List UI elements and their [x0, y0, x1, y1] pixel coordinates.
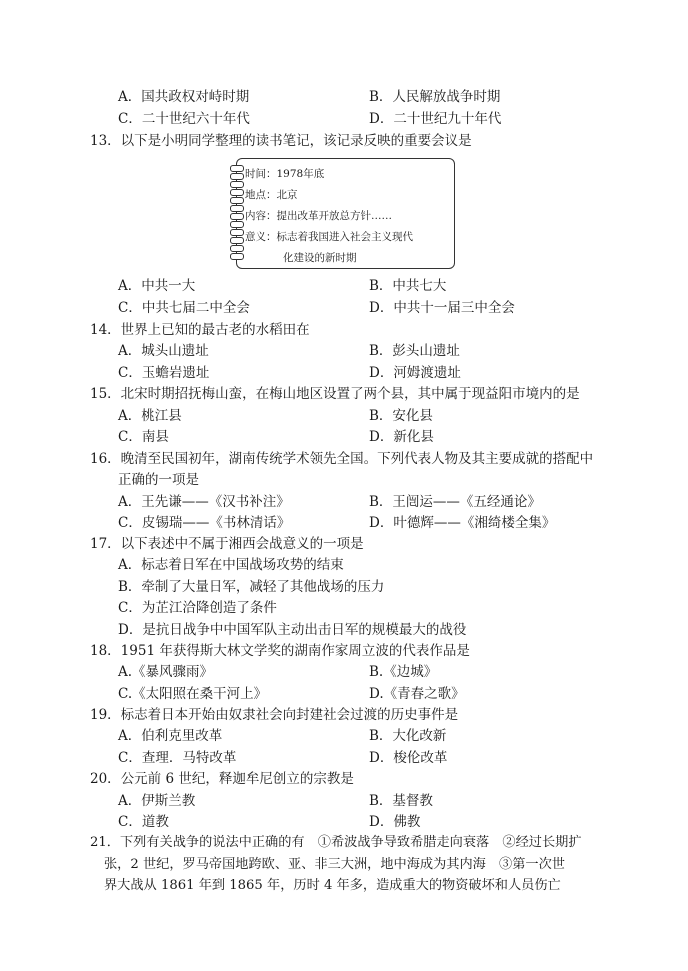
- q14-option-b: B．彭头山遗址: [369, 343, 460, 359]
- q16-stem: 16．晚清至民国初年，湖南传统学术领先全国。下列代表人物及其主要成就的搭配中: [90, 451, 594, 467]
- q15-stem: 15．北宋时期招抚梅山蛮，在梅山地区设置了两个县，其中属于现益阳市境内的是: [90, 386, 580, 402]
- note-content: 内容：提出改革开放总方针……: [245, 210, 392, 222]
- q15-option-c: C．南县: [118, 429, 169, 445]
- q13-option-a: A．中共一大: [118, 278, 196, 294]
- q20-option-a: A．伊斯兰教: [118, 793, 196, 809]
- q17-option-a: A．标志着日军在中国战场攻势的结束: [118, 557, 344, 573]
- q20-option-d: D．佛教: [369, 814, 421, 830]
- q15-option-d: D．新化县: [369, 429, 434, 445]
- q14-stem: 14．世界上已知的最古老的水稻田在: [90, 322, 310, 338]
- note-meaning: 意义：标志着我国进入社会主义现代: [245, 231, 413, 243]
- q12-option-d: D．二十世纪九十年代: [369, 111, 502, 127]
- q12-option-c: C．二十世纪六十年代: [118, 111, 250, 127]
- q13-stem: 13．以下是小明同学整理的读书笔记，该记录反映的重要会议是: [90, 133, 472, 149]
- q13-option-c: C．中共七届二中全会: [118, 300, 250, 316]
- q13-option-b: B．中共七大: [369, 278, 447, 294]
- q20-option-c: C．道教: [118, 814, 169, 830]
- q12-option-a: A．国共政权对峙时期: [118, 89, 250, 105]
- q21-stem-cont-1: 张，2 世纪，罗马帝国地跨欧、亚、非三大洲，地中海成为其内海 ③第一次世: [104, 857, 565, 872]
- q15-option-b: B．安化县: [369, 408, 433, 424]
- q19-option-d: D．梭伦改革: [369, 750, 448, 766]
- q14-option-d: D．河姆渡遗址: [369, 365, 461, 381]
- q15-option-a: A．桃江县: [118, 408, 182, 424]
- q18-option-d: D.《青春之歌》: [369, 686, 465, 702]
- note-place: 地点：北京: [245, 189, 298, 201]
- q18-option-c: C.《太阳照在桑干河上》: [118, 686, 268, 702]
- q17-option-c: C．为芷江洽降创造了条件: [118, 600, 277, 616]
- q19-stem: 19．标志着日本开始由奴隶社会向封建社会过渡的历史事件是: [90, 707, 459, 723]
- q20-option-b: B．基督教: [369, 793, 433, 809]
- q16-option-c: C．皮锡瑞——《书林清话》: [118, 515, 291, 531]
- q14-option-c: C．玉蟾岩遗址: [118, 365, 210, 381]
- q20-stem: 20．公元前 6 世纪，释迦牟尼创立的宗教是: [90, 771, 354, 787]
- q16-option-b: B．王闿运——《五经通论》: [369, 494, 541, 510]
- note-time: 时间：1978年底: [245, 168, 325, 180]
- q18-option-b: B.《边城》: [369, 664, 438, 680]
- q19-option-c: C．查理．马特改革: [118, 750, 237, 766]
- q16-option-d: D．叶德辉——《湘绮楼全集》: [369, 515, 556, 531]
- spiral-binding-icon: [230, 163, 244, 263]
- q17-option-d: D．是抗日战争中中国军队主动出击日军的规模最大的战役: [118, 622, 467, 638]
- reading-note-card: [236, 158, 455, 269]
- q21-stem-cont-2: 界大战从 1861 年到 1865 年，历时 4 年多，造成重大的物资破坏和人员伤亡: [104, 878, 561, 893]
- q18-stem: 18．1951 年获得斯大林文学奖的湖南作家周立波的代表作品是: [90, 643, 470, 659]
- q17-stem: 17．以下表述中不属于湘西会战意义的一项是: [90, 536, 364, 552]
- q12-option-b: B．人民解放战争时期: [369, 89, 501, 105]
- q18-option-a: A.《暴风骤雨》: [118, 664, 214, 680]
- q14-option-a: A．城头山遗址: [118, 343, 209, 359]
- note-meaning-cont: 化建设的新时期: [283, 252, 357, 264]
- q13-option-d: D．中共十一届三中全会: [369, 300, 515, 316]
- q21-stem: 21．下列有关战争的说法中正确的有 ①希波战争导致希腊走向衰落 ②经过长期扩: [90, 835, 582, 850]
- q17-option-b: B．牵制了大量日军，减轻了其他战场的压力: [118, 579, 385, 595]
- q16-option-a: A．王先谦——《汉书补注》: [118, 494, 290, 510]
- q19-option-b: B．大化改新: [369, 728, 447, 744]
- q16-stem-cont: 正确的一项是: [118, 472, 199, 488]
- q19-option-a: A．伯利克里改革: [118, 728, 223, 744]
